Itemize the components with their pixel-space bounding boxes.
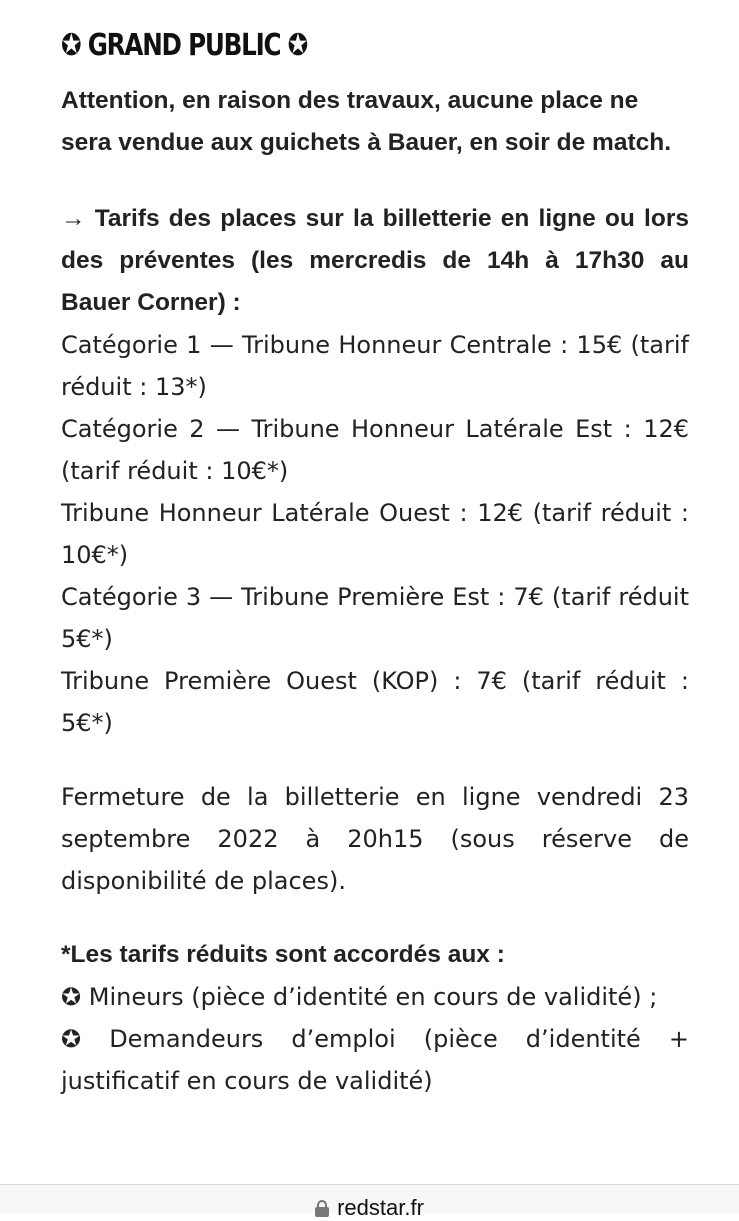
reduced-item: ✪ Demandeurs d’emploi (pièce d’identité + justificatif en cours de validité) — [61, 1025, 689, 1095]
tarif-line: Catégorie 2 — Tribune Honneur Latérale Est : 12€ (tarif réduit : 10€*) — [61, 415, 689, 485]
section-heading: ✪ GRAND PUBLIC ✪ — [61, 28, 308, 63]
url-text: redstar.fr — [337, 1195, 424, 1220]
tarif-line: Tribune Première Ouest (KOP) : 7€ (tarif réduit : 5€*) — [61, 667, 689, 737]
tarif-line: Catégorie 3 — Tribune Première Est : 7€ (tarif réduit 5€*) — [61, 583, 689, 653]
reduced-intro: *Les tarifs réduits sont accordés aux : — [61, 941, 505, 968]
url-display[interactable] — [315, 1195, 424, 1221]
tarif-line: Tribune Honneur Latérale Ouest : 12€ (tarif réduit : 10€*) — [61, 499, 689, 569]
tarif-line: Catégorie 1 — Tribune Honneur Centrale : 15€ (tarif réduit : 13*) — [61, 331, 689, 401]
lock-icon — [315, 1200, 329, 1216]
article-content — [61, 22, 689, 1102]
works-warning: Attention, en raison des travaux, aucune place ne sera vendue aux guichets à Bauer, en soir de match. — [61, 87, 672, 156]
closing-note: Fermeture de la billetterie en ligne vendredi 23 septembre 2022 à 20h15 (sous réserve de disponibilité de places). — [61, 783, 689, 895]
browser-address-bar[interactable] — [0, 1184, 739, 1220]
tarifs-intro: → Tarifs des places sur la billetterie en ligne ou lors des préventes (les mercredis de 14h à 17h30 au Bauer Corner) : — [61, 205, 689, 316]
reduced-item: ✪ Mineurs (pièce d’identité en cours de validité) ; — [61, 983, 658, 1011]
